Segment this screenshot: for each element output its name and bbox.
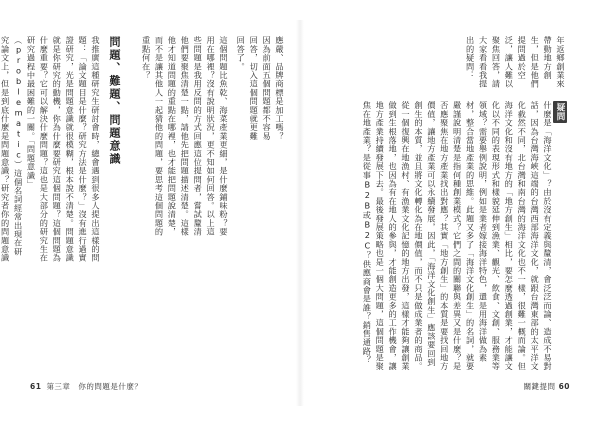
left-page-chapter-title: 第三章 你的問題是什麼？ <box>46 382 143 391</box>
left-page-body-middle: 這個問題比魚乾、海菜產業更細，是什麼鋪味粉？要用在哪裡？沒有說明狀況，更不知如何回答。以上這些問題是我用反問的方式回應這位提問者，嘗試釐清他們要聚焦清楚一點，請他先把問題描述清楚。這樣他才知道問題的重點在哪裡，也才能把問題說清楚，而不是讓其他人一起猜他的問題，要思考這個問題的重點何在？ <box>141 36 229 237</box>
right-page-footer <box>524 381 570 392</box>
left-page-footer <box>30 381 142 392</box>
right-page-body-main: 什麼是「海洋文化」？由於沒有定義與釐清，會泛泛而論、造成不易對話，因為台灣海峽這端的台灣西部海洋文化，就跟台灣東部的太平洋文化截然不同，北台灣和南台灣的海洋文化也不一樣，很難一概而論。但海洋文化和沒有地方的「地方創生」相比，要怎麼透過創業，才能讓文化以不同的表現形式和樣貌延伸到漁業、觀光、飲食、文創、服務業等領域？需要舉例說明，例如是業者嫁接海洋特色，還是用海洋做為素材，整合當地產業的思維。此題又多了「海洋文化創生」的名詞，就要嚴謹說明清楚是指何種創業模式？它們之間的關聯與差異又是什麼？是否應聚焦在地方產業找出對應？其實「地方創生」的本質是要找回地方價值，讓地方產業可以永續發展，因此，「海洋文化創生」應該要回到創生的本質，並且將文化轉化為在地價值，而不只是做成業者的商品。從一個復興在地漁村、有漁業文化記憶的地方出發，這樣才能夠讓創業做到生根落地，也因為有在地人的參與，才能創造更多的工作機會，讓地方產業持續發展下去。最後發展策略也是一個大問題，這個問題是聚焦在地產業？是從事B2B或B2C？供應商會是誰？銷售通路？ <box>362 101 553 371</box>
left-page-body-lower: 我推廣這種研究生研討會時，總會遇到很多人提出這樣的問題：「論文題目是什麼？研究方法是什麼？」沒有進行過實證研究，光是問題意識就很模糊，根本說不清楚。問題意識就是你研究的動機，你為什麼要研究這個問題？這個問題為什麼重要？它可以解決什麼問題？這也是大部分的研究生在研究過程中最困難的一關。「問題意識」（problematic）這個名詞經常出現在研究論文上，但是到底什麼是問題意識？研究者你的問題意識 <box>0 36 101 263</box>
right-page-number: 60 <box>558 382 570 391</box>
section-title: 問題、難題、問題意識 <box>108 36 121 166</box>
left-page-number: 61 <box>30 382 42 391</box>
left-page-body-top: 應嚴、品牌商標是加工嗎？因為前面五個問題都不容易回答，切入這個問題就更難回答了。 <box>236 36 285 141</box>
right-page-footer-title: 關鍵提問 <box>523 382 556 391</box>
right-page <box>300 0 600 426</box>
right-page-body-top: 年返鄉創業來帶動地方創生，但是他們提問過於空泛，讓人難以聚焦回答，請大家看看我提出的疑問： <box>465 36 566 89</box>
question-label-badge: 疑問 <box>555 103 565 121</box>
